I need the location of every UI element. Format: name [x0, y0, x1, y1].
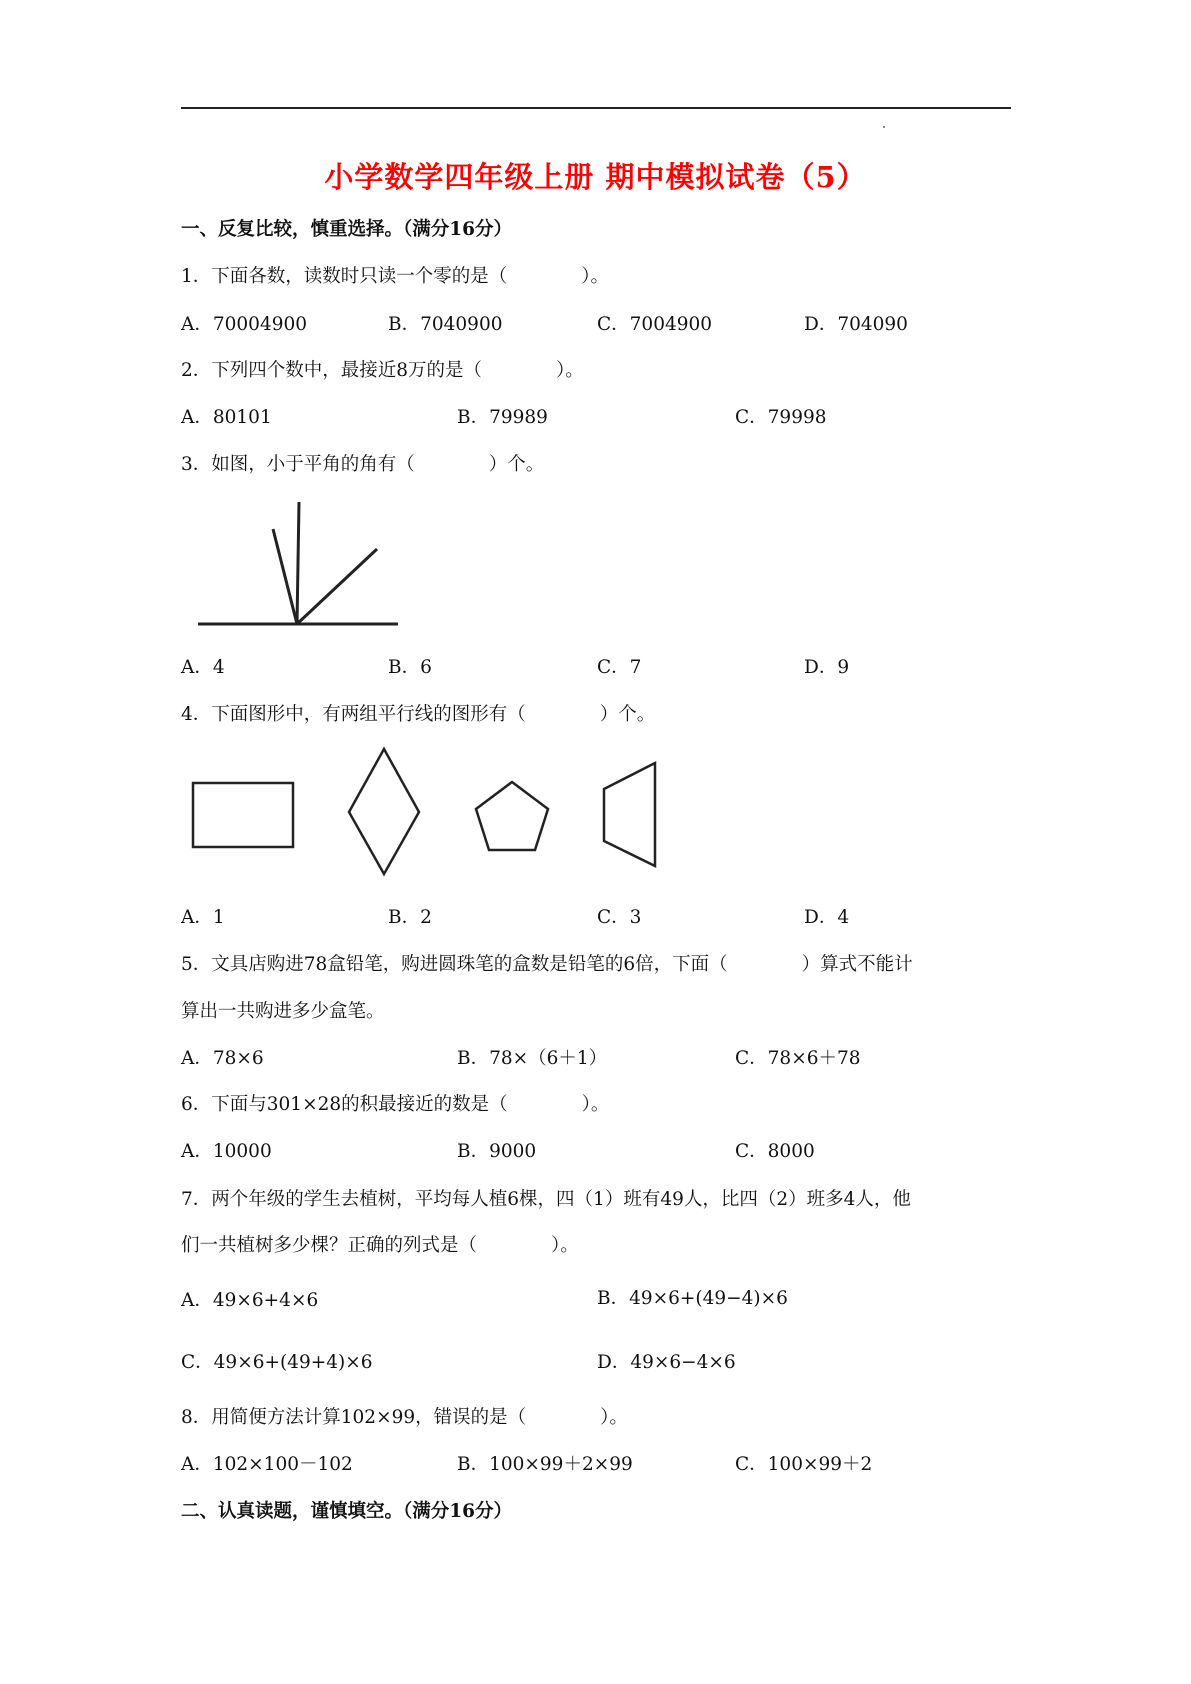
rhombus-shape: [349, 749, 419, 874]
option: B．78×（6＋1）: [457, 1048, 608, 1069]
option: A．80101: [181, 407, 272, 428]
option: C．49×6+(49+4)×6: [181, 1352, 373, 1373]
option: D．4: [804, 907, 850, 928]
section-heading: 一、反复比较，慎重选择。（满分16分）: [181, 219, 512, 240]
option: A．102×100－102: [181, 1454, 353, 1475]
pentagon-shape: [476, 782, 548, 850]
option: D．9: [804, 657, 850, 678]
angle-figure: [198, 502, 398, 624]
rectangle-shape: [193, 783, 293, 847]
option: B．2: [388, 907, 432, 928]
option: C．7: [597, 657, 642, 678]
option: C．8000: [735, 1141, 815, 1162]
question-8: 8．用简便方法计算102×99，错误的是（ ）。: [181, 1407, 628, 1428]
question-6: 6．下面与301×28的积最接近的数是（ ）。: [181, 1094, 610, 1115]
option: A．10000: [181, 1141, 272, 1162]
option: C．7004900: [597, 314, 713, 335]
option: D．49×6−4×6: [597, 1352, 736, 1373]
option: C．3: [597, 907, 642, 928]
option: A．49×6+4×6: [181, 1290, 319, 1311]
option: B．9000: [457, 1141, 537, 1162]
question-4: 4．下面图形中，有两组平行线的图形有（ ）个。: [181, 704, 656, 725]
question-1: 1．下面各数，读数时只读一个零的是（ ）。: [181, 266, 610, 287]
option: A．70004900: [181, 314, 308, 335]
question-3: 3．如图，小于平角的角有（ ）个。: [181, 454, 545, 475]
option: C．79998: [735, 407, 827, 428]
option: B．7040900: [388, 314, 503, 335]
option: A．4: [181, 657, 225, 678]
option: B．6: [388, 657, 432, 678]
question-5: 5．文具店购进78盒铅笔，购进圆珠笔的盒数是铅笔的6倍，下面（ ）算式不能计: [181, 954, 913, 975]
option: B．49×6+(49−4)×6: [597, 1288, 788, 1309]
question-7: 7．两个年级的学生去植树，平均每人植6棵，四（1）班有49人，比四（2）班多4人，他: [181, 1189, 911, 1210]
trapezoid-shape: [604, 763, 655, 866]
question-2: 2．下列四个数中，最接近8万的是（ ）。: [181, 360, 584, 381]
option: B．79989: [457, 407, 548, 428]
section-heading: 二、认真读题，谨慎填空。（满分16分）: [181, 1501, 512, 1522]
option: C．78×6＋78: [735, 1048, 861, 1069]
option: C．100×99＋2: [735, 1454, 873, 1475]
option: A．1: [181, 907, 225, 928]
question-5-cont: 算出一共购进多少盒笔。: [181, 1001, 385, 1022]
question-7-cont: 们一共植树多少棵？正确的列式是（ ）。: [181, 1235, 579, 1256]
option: D．704090: [804, 314, 908, 335]
option: B．100×99＋2×99: [457, 1454, 633, 1475]
option: A．78×6: [181, 1048, 264, 1069]
page-title: 小学数学四年级上册 期中模拟试卷（5）: [324, 160, 867, 194]
